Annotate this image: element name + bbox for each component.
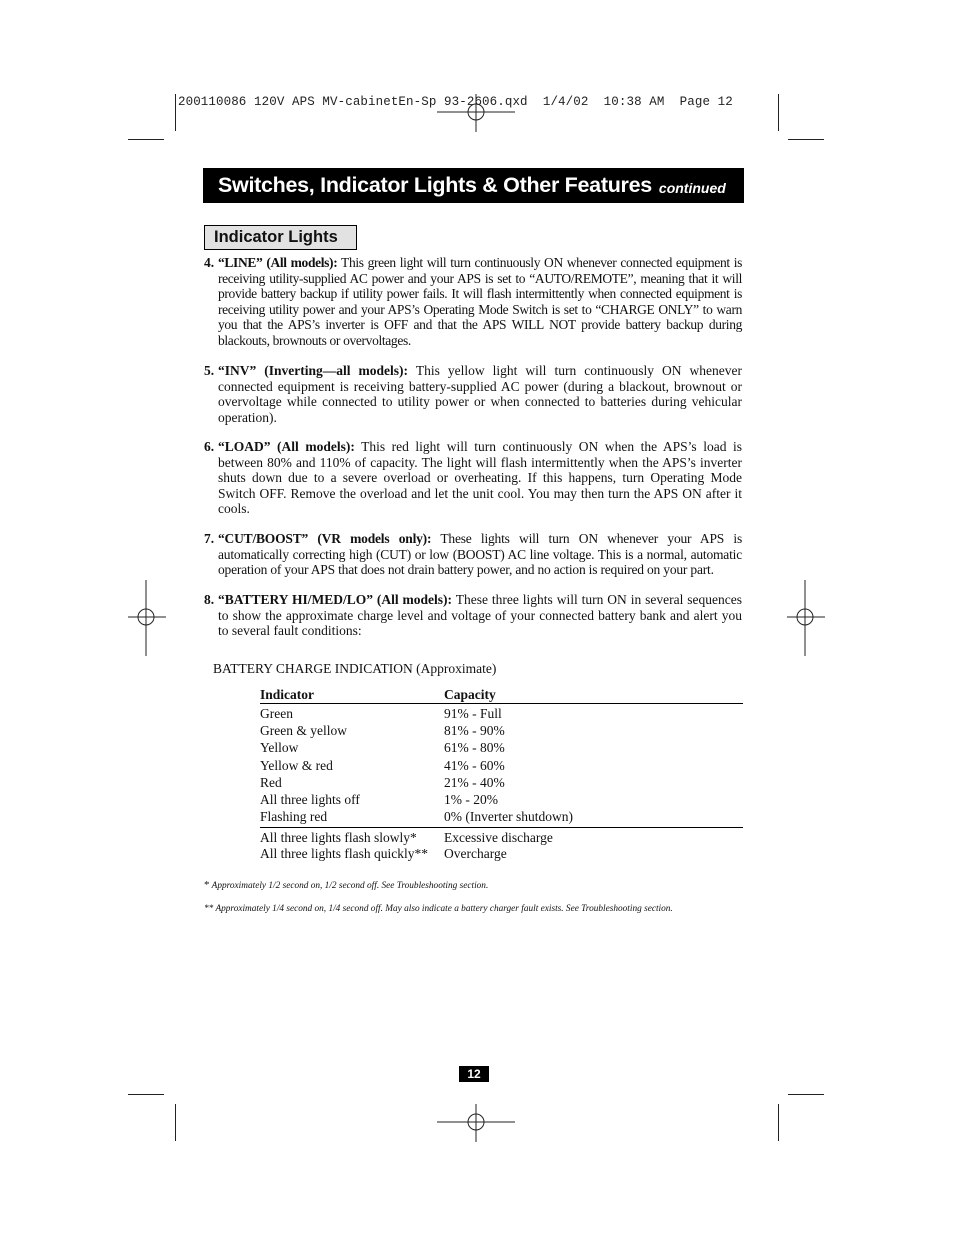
continued-label: continued — [658, 180, 726, 196]
footnote-mark: * — [204, 879, 210, 891]
table-cell: Green & yellow — [260, 723, 347, 739]
table-cell: 81% - 90% — [444, 723, 505, 739]
crop-mark — [778, 1104, 779, 1141]
item-number: 4. — [204, 255, 215, 270]
table-row — [260, 830, 743, 846]
item-text: This green light will turn continuously ON whenever connected equipment is receiving utility-supplied AC power and your APS is set to “AUTO/REMOTE”, meaning that it will provide battery backup if utility power fails. It will flash intermittently when connected equipment is receiving utility power and your APS’s Operating Mode Switch is set to “CHARGE ONLY” to warn you that the APS’s inverter is OFF and that the APS WILL NOT provide battery backup during blackouts, brownouts or overvoltages. — [218, 255, 742, 348]
table-caption: BATTERY CHARGE INDICATION (Approximate) — [213, 661, 497, 676]
table-cell: Overcharge — [444, 845, 507, 861]
item-lead: “BATTERY HI/MED/LO” (All models): — [218, 592, 453, 607]
crop-mark — [788, 1094, 824, 1095]
page-number: 12 — [459, 1066, 489, 1082]
item-text: This yellow light will turn continuously ON whenever connected equipment is receiving battery-supplied AC power (during a blackout, brownout or overvoltage while connected to utility power or when connected to batteries during vehicular operation). — [218, 363, 742, 425]
list-item — [204, 363, 742, 425]
registration-mark-icon — [437, 94, 515, 132]
page-header-bar — [203, 168, 744, 203]
item-lead: “INV” (Inverting—all models): — [218, 363, 409, 378]
table-cell: 21% - 40% — [444, 774, 505, 790]
crop-mark — [175, 94, 176, 131]
table-row — [260, 722, 743, 739]
table-row — [260, 757, 743, 774]
table-rule — [260, 703, 743, 704]
crop-mark — [175, 1104, 176, 1141]
footnote — [204, 904, 673, 914]
item-body — [218, 592, 742, 639]
table-cell: 61% - 80% — [444, 740, 505, 756]
table-cell: Flashing red — [260, 809, 328, 825]
item-body — [218, 531, 742, 578]
registration-mark-icon — [437, 1104, 515, 1142]
item-lead: “CUT/BOOST” (VR models only): — [218, 531, 432, 546]
list-item — [204, 439, 742, 517]
table-row — [260, 846, 743, 862]
list-item — [204, 255, 742, 349]
list-item — [204, 592, 742, 639]
table-cell: All three lights flash slowly* — [260, 830, 417, 845]
crop-mark — [778, 94, 779, 131]
table-row — [260, 705, 743, 722]
item-number: 8. — [204, 592, 215, 607]
table-cell: 91% - Full — [444, 706, 502, 721]
table-cell: Yellow — [260, 740, 299, 756]
table-cell: 0% (Inverter shutdown) — [444, 809, 573, 825]
item-text: This red light will turn continuously ON when the APS’s load is between 80% and 110% of capacity. The light will flash intermittently when the APS’s inverter shuts down due to a severe overload or overheating. If this happens, turn Operating Mode Switch OFF. Remove the overload and let the unit cool. You may then turn the APS ON after it cools. — [218, 439, 742, 517]
item-body — [218, 363, 742, 425]
table-cell: Excessive discharge — [444, 830, 553, 845]
page-title: Switches, Indicator Lights & Other Features — [218, 173, 652, 197]
footnote-text: Approximately 1/2 second on, 1/2 second off. See Troubleshooting section. — [211, 881, 489, 891]
table-cell: Yellow & red — [260, 757, 333, 773]
print-slug-line: 200110086 120V APS MV-cabinetEn-Sp 93-2606.qxd 1/4/02 10:38 AM Page 12 — [178, 95, 733, 109]
footnote-text: ** Approximately 1/4 second on, 1/4 second off. May also indicate a battery charger fault exists. See Troubleshooting section. — [204, 904, 673, 914]
table-cell: Green — [260, 706, 293, 721]
item-number: 7. — [204, 531, 215, 546]
crop-mark — [788, 139, 824, 140]
table-cell: 1% - 20% — [444, 791, 498, 807]
table-cell: 41% - 60% — [444, 757, 505, 773]
battery-table-body — [260, 705, 743, 825]
registration-mark-icon — [128, 580, 166, 656]
battery-table-faults — [260, 830, 743, 861]
item-text: These three lights will turn ON in several sequences to show the approximate charge level and voltage of your connected battery bank and alert you to several fault conditions: — [218, 592, 742, 639]
table-cell: Red — [260, 774, 282, 790]
table-row — [260, 791, 743, 808]
table-row — [260, 739, 743, 756]
section-heading: Indicator Lights — [204, 225, 357, 250]
crop-mark — [128, 139, 164, 140]
registration-mark-icon — [787, 580, 825, 656]
item-number: 5. — [204, 363, 215, 378]
column-header: Indicator — [260, 687, 314, 702]
footnote — [204, 879, 488, 891]
item-lead: “LOAD” (All models): — [218, 439, 355, 454]
item-body — [218, 439, 742, 517]
table-cell: All three lights off — [260, 791, 360, 807]
table-header-row — [260, 686, 743, 703]
column-header: Capacity — [444, 687, 496, 702]
table-rule — [260, 827, 743, 828]
item-body — [218, 255, 742, 349]
item-lead: “LINE” (All models): — [218, 255, 338, 270]
battery-table-header — [260, 686, 743, 703]
table-row — [260, 808, 743, 825]
list-item — [204, 531, 742, 578]
table-row — [260, 774, 743, 791]
item-text: These lights will turn ON whenever your APS is automatically correcting high (CUT) or low (BOOST) AC line voltage. This is a normal, automatic operation of your APS that does not drain battery power, and no action is required on your part. — [218, 531, 742, 578]
item-number: 6. — [204, 439, 215, 454]
table-cell: All three lights flash quickly** — [260, 845, 428, 861]
crop-mark — [128, 1094, 164, 1095]
